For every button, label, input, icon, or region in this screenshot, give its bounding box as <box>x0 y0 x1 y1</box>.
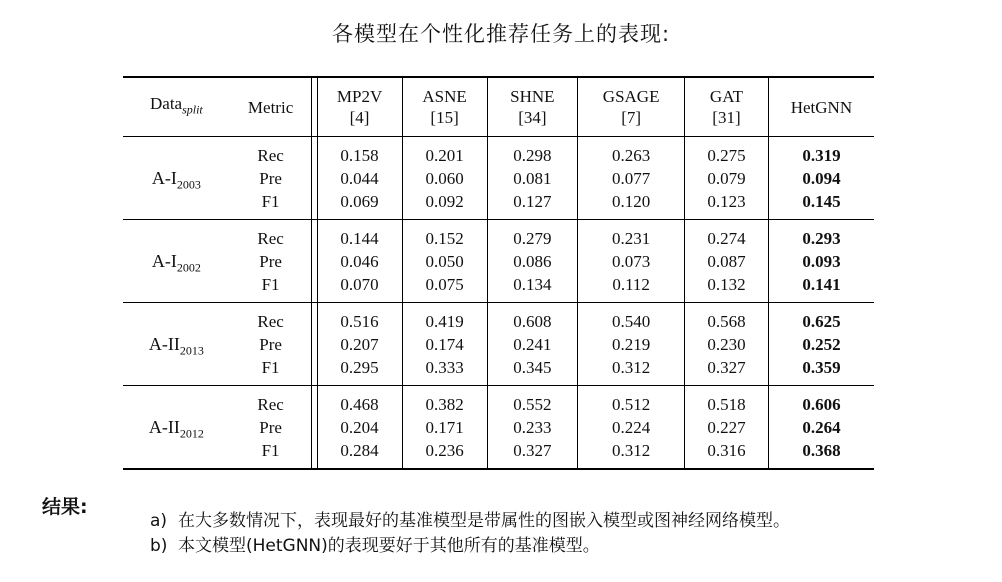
value-cell: 0.516 <box>317 303 402 334</box>
page-title: 各模型在个性化推荐任务上的表现: <box>331 22 671 46</box>
value-cell: 0.044 <box>317 167 402 190</box>
value-cell: 0.081 <box>487 167 578 190</box>
metric-cell: Pre <box>230 167 312 190</box>
value-cell: 0.079 <box>685 167 769 190</box>
table-row <box>123 386 874 417</box>
best-value-cell: 0.368 <box>768 439 874 469</box>
metric-cell: F1 <box>230 356 312 386</box>
value-cell: 0.327 <box>685 356 769 386</box>
value-cell: 0.312 <box>578 439 685 469</box>
value-cell: 0.060 <box>402 167 487 190</box>
value-cell: 0.158 <box>317 137 402 168</box>
table-row <box>123 303 874 334</box>
group-a-ii-2012 <box>123 386 874 470</box>
table-row <box>123 220 874 251</box>
value-cell: 0.312 <box>578 356 685 386</box>
group-a-i-2003 <box>123 137 874 220</box>
value-cell: 0.333 <box>402 356 487 386</box>
best-value-cell: 0.319 <box>768 137 874 168</box>
list-item-text: 本文模型(HetGNN)的表现要好于其他所有的基准模型。 <box>178 536 600 556</box>
value-cell: 0.171 <box>402 416 487 439</box>
metric-cell: Pre <box>230 250 312 273</box>
value-cell: 0.540 <box>578 303 685 334</box>
value-cell: 0.073 <box>578 250 685 273</box>
value-cell: 0.345 <box>487 356 578 386</box>
value-cell: 0.069 <box>317 190 402 220</box>
best-value-cell: 0.625 <box>768 303 874 334</box>
table-row <box>123 439 874 469</box>
metric-cell: Pre <box>230 333 312 356</box>
table-row <box>123 273 874 303</box>
value-cell: 0.236 <box>402 439 487 469</box>
header-model-gsage: GSAGE [7] <box>578 77 685 137</box>
group-a-ii-2013 <box>123 303 874 386</box>
table-row <box>123 333 874 356</box>
value-cell: 0.275 <box>685 137 769 168</box>
table-row <box>123 416 874 439</box>
table-row <box>123 167 874 190</box>
best-value-cell: 0.094 <box>768 167 874 190</box>
value-cell: 0.112 <box>578 273 685 303</box>
results-label: 结果: <box>42 496 88 518</box>
value-cell: 0.419 <box>402 303 487 334</box>
list-marker: b) <box>150 536 168 556</box>
value-cell: 0.284 <box>317 439 402 469</box>
best-value-cell: 0.606 <box>768 386 874 417</box>
value-cell: 0.152 <box>402 220 487 251</box>
group-label: $A-II_{2013}$ <box>148 333 204 358</box>
value-cell: 0.468 <box>317 386 402 417</box>
value-cell: 0.298 <box>487 137 578 168</box>
header-metric: Metric <box>230 77 312 137</box>
value-cell: 0.123 <box>685 190 769 220</box>
list-item <box>150 509 790 534</box>
value-cell: 0.120 <box>578 190 685 220</box>
header-data-split: Data$_{split}$ <box>150 94 203 117</box>
header-model-mp2v: MP2V [4] <box>317 77 402 137</box>
metric-cell: Pre <box>230 416 312 439</box>
value-cell: 0.274 <box>685 220 769 251</box>
value-cell: 0.219 <box>578 333 685 356</box>
list-item-text: 在大多数情况下，表现最好的基准模型是带属性的图嵌入模型或图神经网络模型。 <box>178 511 790 531</box>
value-cell: 0.092 <box>402 190 487 220</box>
value-cell: 0.227 <box>685 416 769 439</box>
value-cell: 0.134 <box>487 273 578 303</box>
value-cell: 0.132 <box>685 273 769 303</box>
table-row <box>123 250 874 273</box>
header-model-shne: SHNE [34] <box>487 77 578 137</box>
metric-cell: Rec <box>230 386 312 417</box>
best-value-cell: 0.359 <box>768 356 874 386</box>
value-cell: 0.070 <box>317 273 402 303</box>
value-cell: 0.224 <box>578 416 685 439</box>
value-cell: 0.263 <box>578 137 685 168</box>
value-cell: 0.207 <box>317 333 402 356</box>
value-cell: 0.295 <box>317 356 402 386</box>
best-value-cell: 0.145 <box>768 190 874 220</box>
value-cell: 0.241 <box>487 333 578 356</box>
best-value-cell: 0.141 <box>768 273 874 303</box>
value-cell: 0.233 <box>487 416 578 439</box>
group-label: $A-I_{2003}$ <box>151 167 201 192</box>
table-row <box>123 190 874 220</box>
metric-cell: Rec <box>230 220 312 251</box>
table-row <box>123 356 874 386</box>
header-model-asne: ASNE [15] <box>402 77 487 137</box>
list-item <box>150 534 790 559</box>
table-row <box>123 137 874 168</box>
metric-cell: F1 <box>230 439 312 469</box>
value-cell: 0.127 <box>487 190 578 220</box>
value-cell: 0.077 <box>578 167 685 190</box>
value-cell: 0.552 <box>487 386 578 417</box>
metric-cell: Rec <box>230 137 312 168</box>
value-cell: 0.231 <box>578 220 685 251</box>
value-cell: 0.144 <box>317 220 402 251</box>
best-value-cell: 0.252 <box>768 333 874 356</box>
value-cell: 0.230 <box>685 333 769 356</box>
value-cell: 0.512 <box>578 386 685 417</box>
value-cell: 0.608 <box>487 303 578 334</box>
value-cell: 0.174 <box>402 333 487 356</box>
value-cell: 0.086 <box>487 250 578 273</box>
value-cell: 0.201 <box>402 137 487 168</box>
header-model-gat: GAT [31] <box>685 77 769 137</box>
value-cell: 0.568 <box>685 303 769 334</box>
best-value-cell: 0.293 <box>768 220 874 251</box>
best-value-cell: 0.093 <box>768 250 874 273</box>
value-cell: 0.087 <box>685 250 769 273</box>
header-row <box>123 77 874 137</box>
group-label: $A-II_{2012}$ <box>148 416 204 441</box>
group-a-i-2002 <box>123 220 874 303</box>
value-cell: 0.279 <box>487 220 578 251</box>
list-marker: a) <box>150 511 168 531</box>
value-cell: 0.046 <box>317 250 402 273</box>
value-cell: 0.518 <box>685 386 769 417</box>
value-cell: 0.382 <box>402 386 487 417</box>
results-table <box>123 76 874 470</box>
value-cell: 0.050 <box>402 250 487 273</box>
results-list <box>150 509 790 559</box>
metric-cell: F1 <box>230 273 312 303</box>
value-cell: 0.316 <box>685 439 769 469</box>
best-value-cell: 0.264 <box>768 416 874 439</box>
header-model-hetgnn: HetGNN <box>768 77 874 137</box>
group-label: $A-I_{2002}$ <box>151 250 201 275</box>
value-cell: 0.204 <box>317 416 402 439</box>
metric-cell: Rec <box>230 303 312 334</box>
value-cell: 0.075 <box>402 273 487 303</box>
metric-cell: F1 <box>230 190 312 220</box>
value-cell: 0.327 <box>487 439 578 469</box>
